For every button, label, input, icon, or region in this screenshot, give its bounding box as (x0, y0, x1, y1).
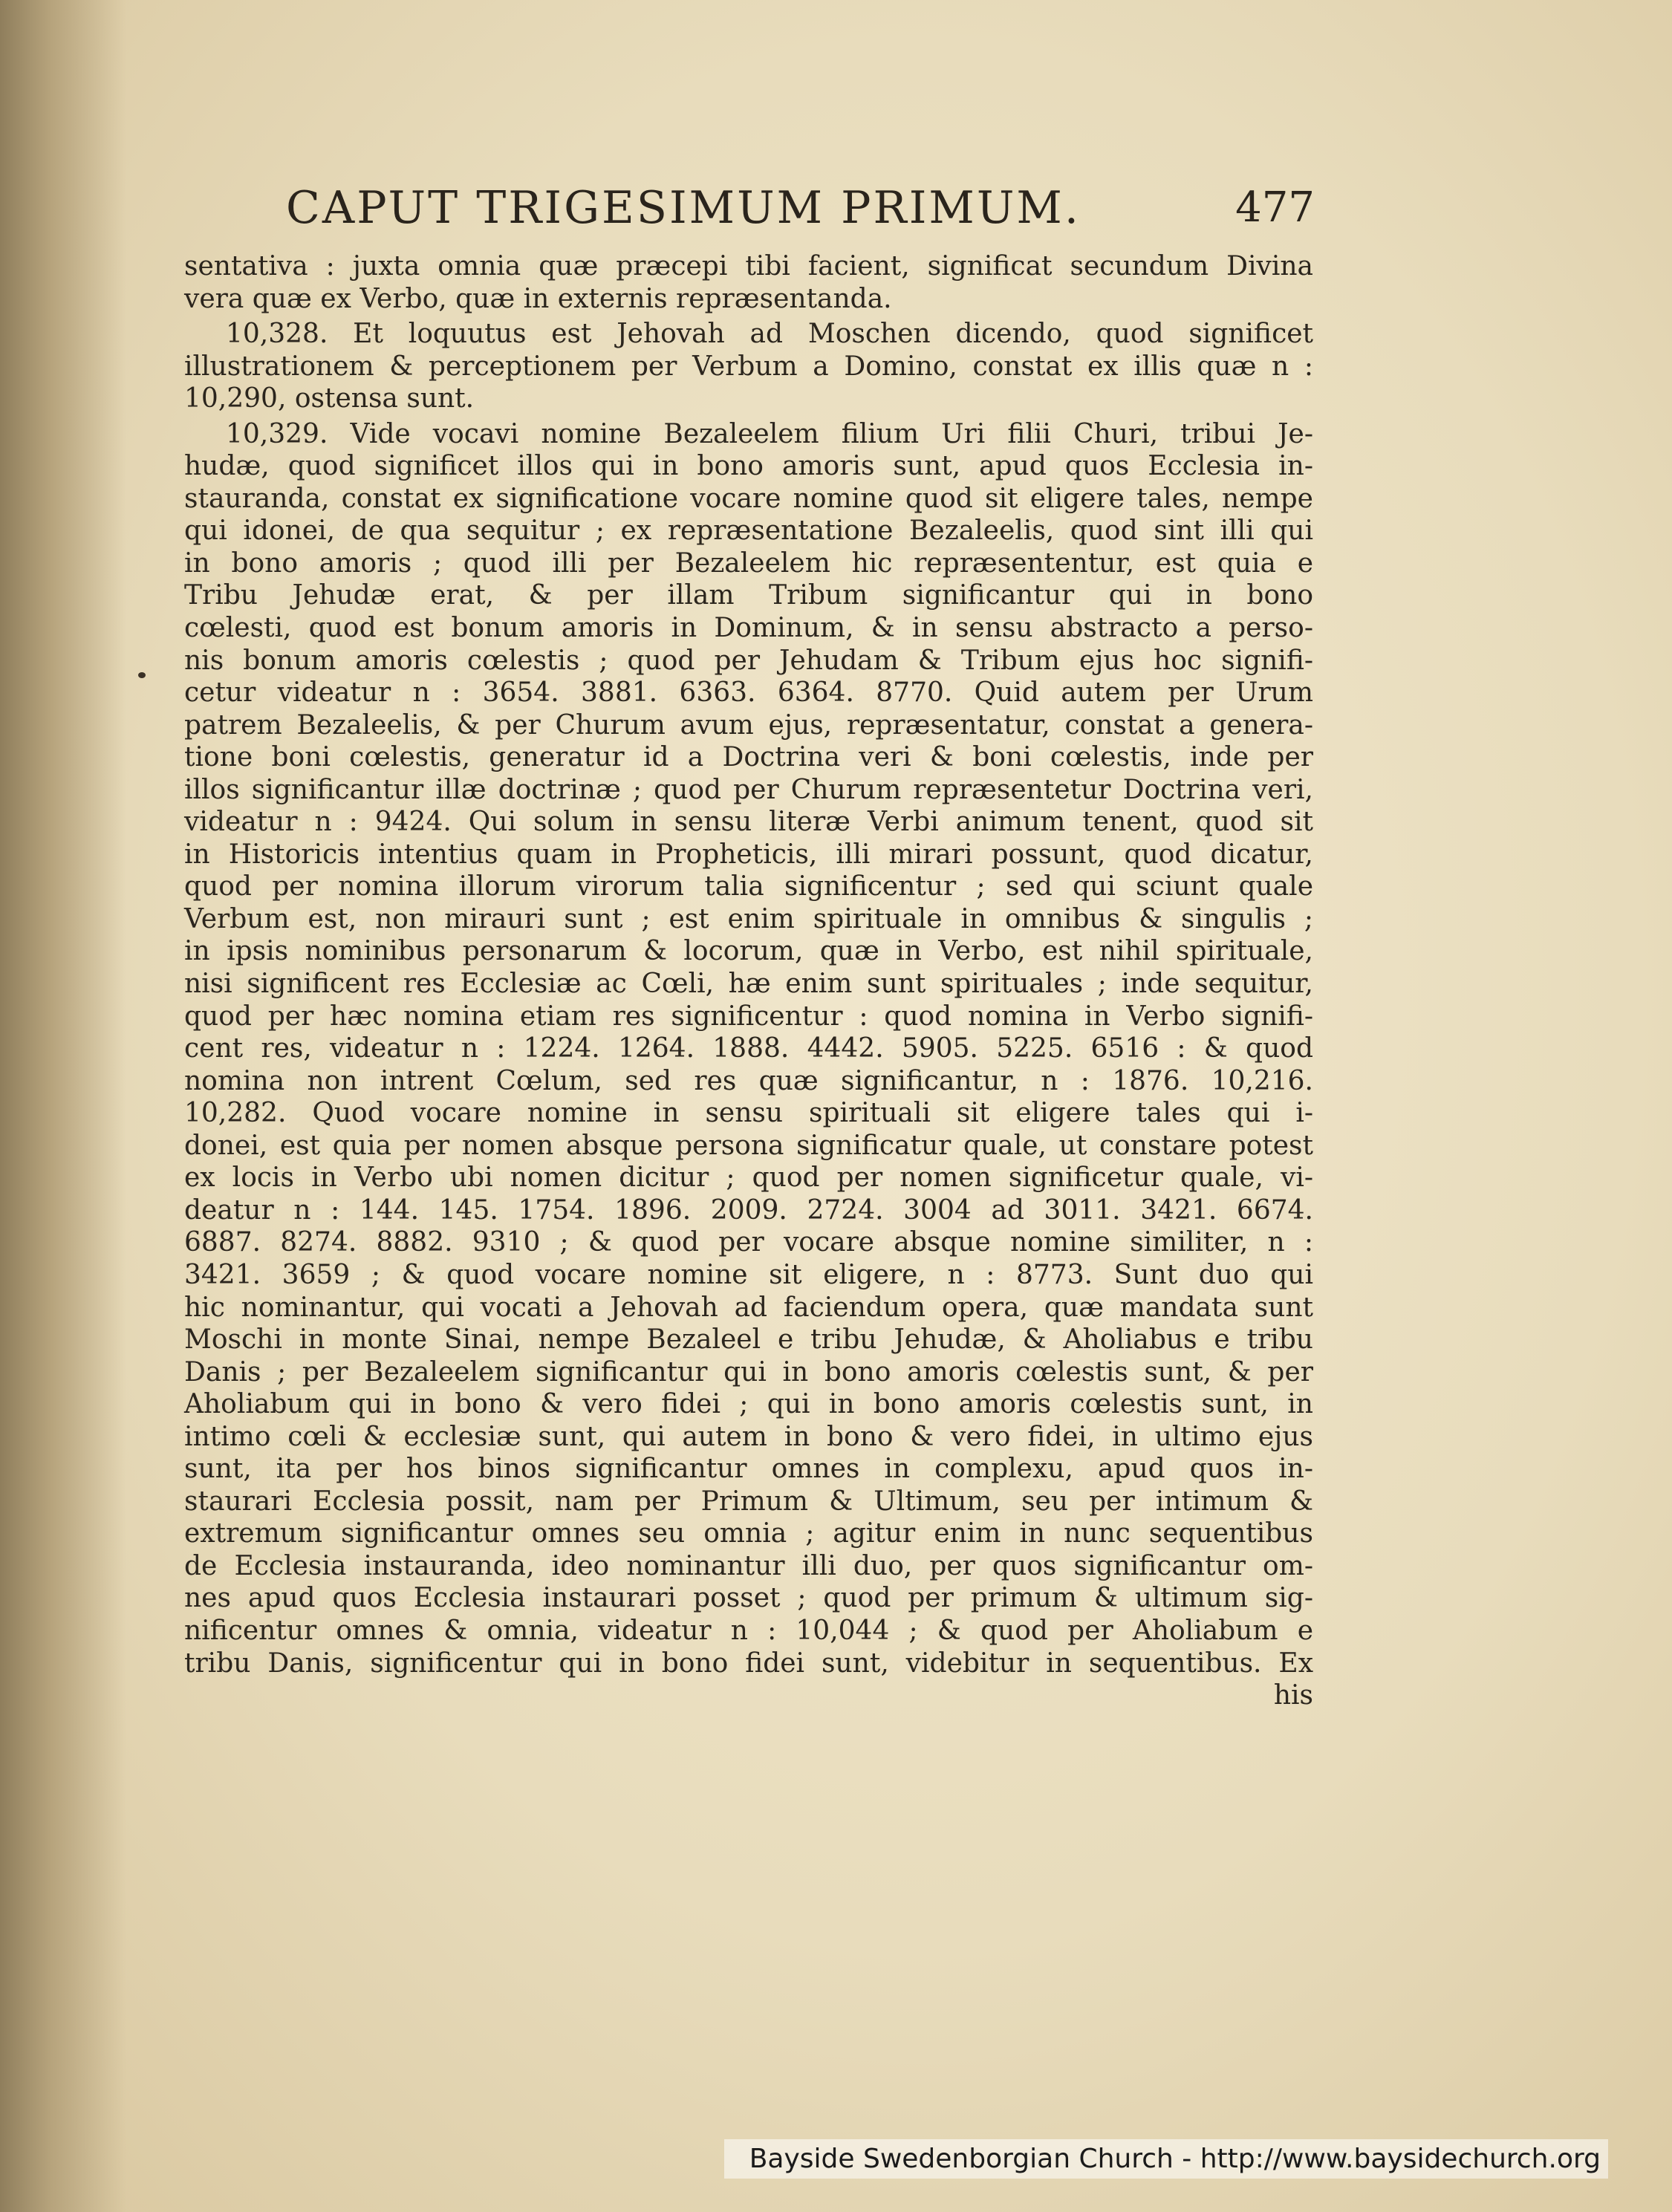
text-line: Danis ; per Bezaleelem significantur qui in bono amoris cœlestis sunt, & per (184, 1356, 1313, 1388)
text-line: his (1273, 1680, 1313, 1711)
text-line: videatur n : 9424. Qui solum in sensu literæ Verbi animum tenent, quod sit (184, 807, 1313, 838)
text-line: vera quæ ex Verbo, quæ in externis repræsentanda. (184, 283, 892, 314)
text-line: donei, est quia per nomen absque persona significatur quale, ut constare potest (184, 1130, 1313, 1161)
text-line: quod per nomina illorum virorum talia significentur ; sed qui sciunt quale (184, 871, 1313, 902)
text-line: Moschi in monte Sinai, nempe Bezaleel e tribu Jehudæ, & Aholiabus e tribu (184, 1324, 1313, 1356)
text-line: 10,328. Et loquutus est Jehovah ad Moschen dicendo, quod significet (226, 319, 1313, 350)
text-line: 10,282. Quod vocare nomine in sensu spirituali sit eligere tales qui i- (184, 1098, 1313, 1129)
text-line: staurari Ecclesia possit, nam per Primum & Ultimum, seu per intimum & (184, 1486, 1313, 1517)
text-line: 10,329. Vide vocavi nomine Bezaleelem filium Uri filii Churi, tribui Je- (226, 418, 1313, 449)
text-line: nificentur omnes & omnia, videatur n : 10,044 ; & quod per Aholiabum e (184, 1615, 1313, 1646)
text-line: Aholiabum qui in bono & vero fidei ; qui in bono amoris cœlestis sunt, in (184, 1389, 1313, 1420)
text-line: in bono amoris ; quod illi per Bezaleelem hic repræsententur, est quia e (184, 547, 1313, 579)
text-line: hudæ, quod significet illos qui in bono amoris sunt, apud quos Ecclesia in- (184, 451, 1313, 482)
text-line: illustrationem & perceptionem per Verbum a Domino, constat ex illis quæ n : (184, 351, 1313, 382)
text-line: in ipsis nominibus personarum & locorum, quæ in Verbo, est nihil spirituale, (184, 936, 1313, 967)
text-line: qui idonei, de qua sequitur ; ex repræsentatione Bezaleelis, quod sint illi qui (184, 515, 1313, 547)
watermark-credit: Bayside Swedenborgian Church - http://www.baysidechurch.org (724, 2139, 1608, 2179)
text-line: 10,290, ostensa sunt. (184, 383, 475, 414)
text-line: intimo cœli & ecclesiæ sunt, qui autem in bono & vero fidei, in ultimo ejus (184, 1421, 1313, 1452)
text-line: tribu Danis, significentur qui in bono fidei sunt, videbitur in sequentibus. Ex (184, 1647, 1313, 1679)
page-header (286, 175, 1315, 241)
text-line: tione boni cœlestis, generatur id a Doctrina veri & boni cœlestis, inde per (184, 742, 1313, 773)
page-number: 477 (1235, 183, 1315, 232)
text-line: cetur videatur n : 3654. 3881. 6363. 6364. 8770. Quid autem per Urum (184, 677, 1313, 709)
text-line: patrem Bezaleelis, & per Churum avum ejus, repræsentatur, constat a genera- (184, 709, 1313, 741)
text-line: nis bonum amoris cœlestis ; quod per Jehudam & Tribum ejus hoc signifi- (184, 645, 1313, 676)
text-line: cœlesti, quod est bonum amoris in Dominum, & in sensu abstracto a perso- (184, 613, 1313, 644)
text-line: 3421. 3659 ; & quod vocare nomine sit eligere, n : 8773. Sunt duo qui (184, 1259, 1313, 1290)
body-text (184, 250, 1313, 1712)
text-line: nomina non intrent Cœlum, sed res quæ significantur, n : 1876. 10,216. (184, 1065, 1313, 1096)
text-line: illos significantur illæ doctrinæ ; quod per Churum repræsentetur Doctrina veri, (184, 774, 1313, 805)
text-line: nisi significent res Ecclesiæ ac Cœli, hæ enim sunt spirituales ; inde sequitur, (184, 969, 1313, 1000)
text-line: cent res, videatur n : 1224. 1264. 1888. 4442. 5905. 5225. 6516 : & quod (184, 1033, 1313, 1064)
text-line: stauranda, constat ex significatione vocare nomine quod sit eligere tales, nempe (184, 483, 1313, 514)
text-line: de Ecclesia instauranda, ideo nominantur illi duo, per quos significantur om- (184, 1550, 1313, 1581)
text-line: hic nominantur, qui vocati a Jehovah ad faciendum opera, quæ mandata sunt (184, 1292, 1313, 1323)
running-head: CAPUT TRIGESIMUM PRIMUM. (286, 182, 1081, 234)
text-line: nes apud quos Ecclesia instaurari posset ; quod per primum & ultimum sig- (184, 1583, 1313, 1614)
text-line: Tribu Jehudæ erat, & per illam Tribum significantur qui in bono (184, 580, 1313, 611)
text-line: Verbum est, non mirauri sunt ; est enim spirituale in omnibus & singulis ; (184, 903, 1313, 934)
text-line: sunt, ita per hos binos significantur omnes in complexu, apud quos in- (184, 1454, 1313, 1485)
ink-mark (138, 672, 146, 678)
text-line: sentativa : juxta omnia quæ præcepi tibi facient, significat secundum Divina (184, 251, 1313, 282)
text-line: ex locis in Verbo ubi nomen dicitur ; quod per nomen significetur quale, vi- (184, 1162, 1313, 1194)
text-line: quod per hæc nomina etiam res significentur : quod nomina in Verbo signifi- (184, 1001, 1313, 1032)
text-line: deatur n : 144. 145. 1754. 1896. 2009. 2724. 3004 ad 3011. 3421. 6674. (184, 1194, 1313, 1226)
text-line: 6887. 8274. 8882. 9310 ; & quod per vocare absque nomine similiter, n : (184, 1227, 1313, 1258)
text-line: extremum significantur omnes seu omnia ; agitur enim in nunc sequentibus (184, 1518, 1313, 1549)
text-line: in Historicis intentius quam in Propheticis, illi mirari possunt, quod dicatur, (184, 839, 1313, 870)
